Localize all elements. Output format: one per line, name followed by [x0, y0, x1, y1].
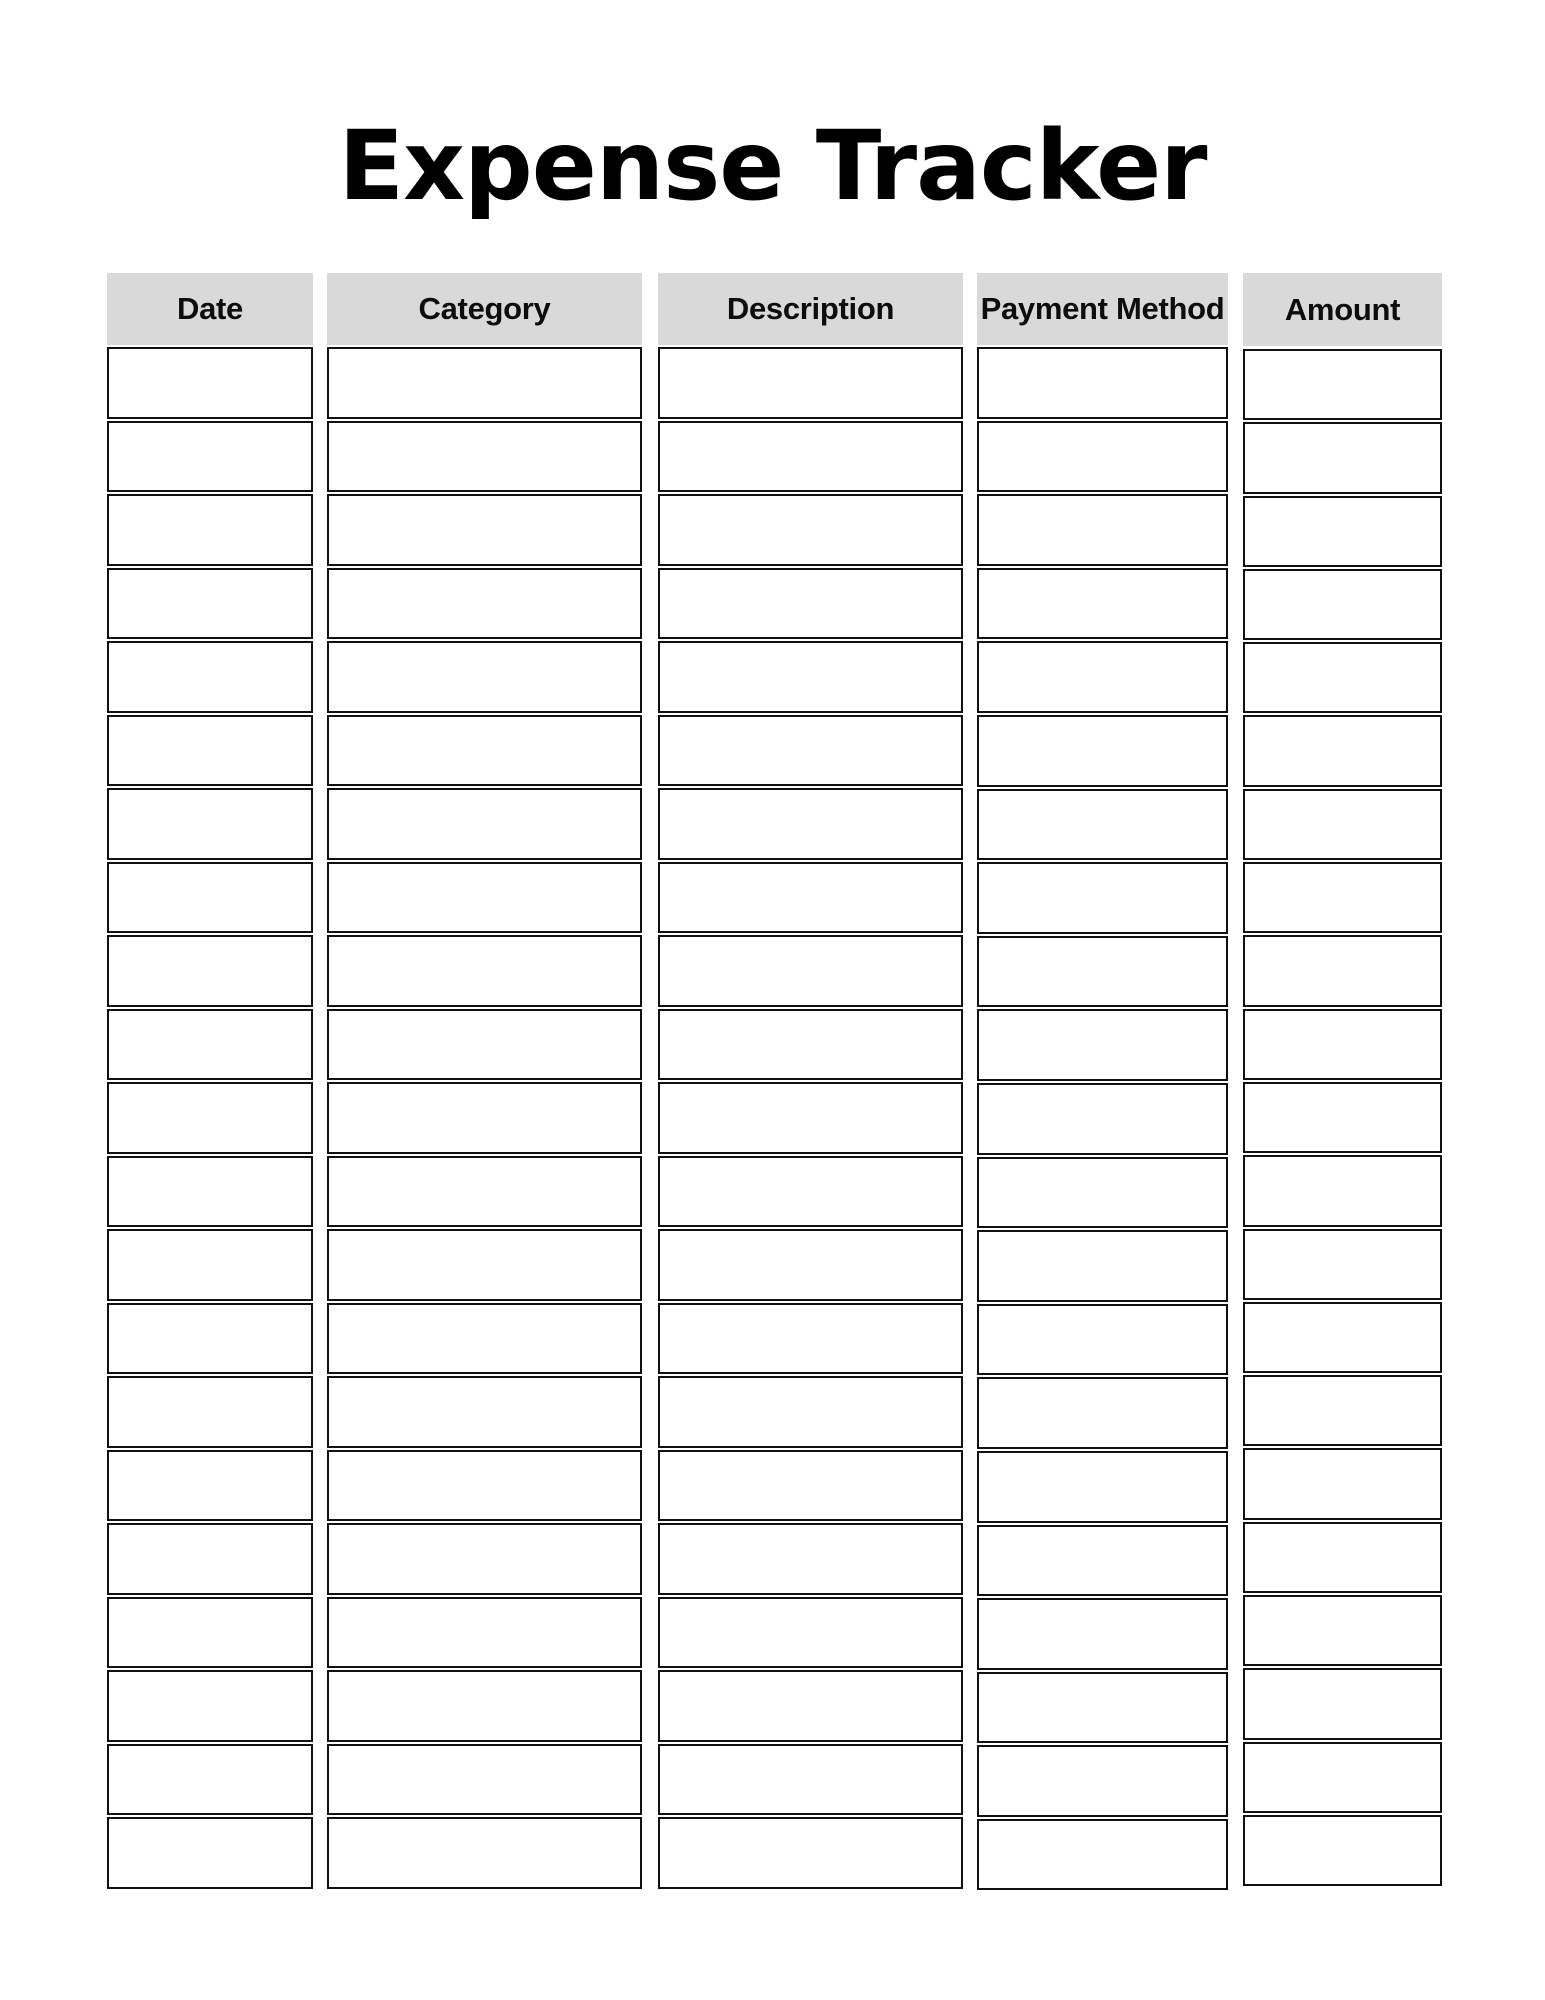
date-cell[interactable]: [107, 421, 313, 493]
description-cell[interactable]: [658, 788, 963, 860]
date-cells: [107, 347, 313, 1889]
amount-cells: [1243, 349, 1442, 1886]
payment-method-cell[interactable]: [977, 494, 1228, 566]
category-cell[interactable]: [327, 1670, 642, 1742]
category-cell[interactable]: [327, 1303, 642, 1375]
description-cell[interactable]: [658, 715, 963, 787]
date-cell[interactable]: [107, 862, 313, 934]
amount-cell[interactable]: [1243, 1155, 1442, 1226]
amount-cell[interactable]: [1243, 1742, 1442, 1813]
description-cell[interactable]: [658, 1523, 963, 1595]
date-cell[interactable]: [107, 1009, 313, 1081]
description-cell[interactable]: [658, 1156, 963, 1228]
date-cell[interactable]: [107, 935, 313, 1007]
category-cell[interactable]: [327, 1229, 642, 1301]
amount-cell[interactable]: [1243, 1668, 1442, 1739]
category-cell[interactable]: [327, 1156, 642, 1228]
payment-method-cell[interactable]: [977, 641, 1228, 713]
amount-cell[interactable]: [1243, 862, 1442, 933]
description-cell[interactable]: [658, 1229, 963, 1301]
column-payment-method: [977, 273, 1228, 1890]
column-date: [107, 273, 313, 1889]
payment-method-cell[interactable]: [977, 936, 1228, 1008]
description-cells: [658, 347, 963, 1889]
description-cell[interactable]: [658, 494, 963, 566]
category-cell[interactable]: [327, 641, 642, 713]
payment-method-cell[interactable]: [977, 1819, 1228, 1891]
column-description: [658, 273, 963, 1889]
category-cell[interactable]: [327, 1082, 642, 1154]
category-cell[interactable]: [327, 347, 642, 419]
description-cell[interactable]: [658, 1082, 963, 1154]
payment-method-cell[interactable]: [977, 1377, 1228, 1449]
category-cell[interactable]: [327, 568, 642, 640]
payment-method-cell[interactable]: [977, 862, 1228, 934]
date-cell[interactable]: [107, 788, 313, 860]
description-cell[interactable]: [658, 568, 963, 640]
description-cell[interactable]: [658, 862, 963, 934]
date-cell[interactable]: [107, 1597, 313, 1669]
date-cell[interactable]: [107, 1523, 313, 1595]
column-header-category: Category: [327, 273, 642, 345]
amount-cell[interactable]: [1243, 1448, 1442, 1519]
column-header-date: Date: [107, 273, 313, 345]
description-cell[interactable]: [658, 641, 963, 713]
date-cell[interactable]: [107, 1670, 313, 1742]
payment-method-cell[interactable]: [977, 1451, 1228, 1523]
payment-method-cell[interactable]: [977, 1009, 1228, 1081]
category-cells: [327, 347, 642, 1889]
date-cell[interactable]: [107, 347, 313, 419]
category-cell[interactable]: [327, 421, 642, 493]
date-cell[interactable]: [107, 494, 313, 566]
description-cell[interactable]: [658, 1009, 963, 1081]
date-cell[interactable]: [107, 1303, 313, 1375]
amount-cell[interactable]: [1243, 935, 1442, 1006]
amount-cell[interactable]: [1243, 496, 1442, 567]
category-cell[interactable]: [327, 1597, 642, 1669]
payment-method-cell[interactable]: [977, 1230, 1228, 1302]
payment-method-cell[interactable]: [977, 1157, 1228, 1229]
amount-cell[interactable]: [1243, 715, 1442, 786]
date-cell[interactable]: [107, 1229, 313, 1301]
date-cell[interactable]: [107, 1376, 313, 1448]
amount-cell[interactable]: [1243, 789, 1442, 860]
amount-cell[interactable]: [1243, 349, 1442, 420]
category-cell[interactable]: [327, 1744, 642, 1816]
payment-method-cell[interactable]: [977, 789, 1228, 861]
date-cell[interactable]: [107, 715, 313, 787]
amount-cell[interactable]: [1243, 1815, 1442, 1886]
description-cell[interactable]: [658, 421, 963, 493]
amount-cell[interactable]: [1243, 1595, 1442, 1666]
column-amount: [1243, 273, 1442, 1886]
payment-method-cell[interactable]: [977, 1598, 1228, 1670]
date-cell[interactable]: [107, 1744, 313, 1816]
category-cell[interactable]: [327, 1817, 642, 1889]
payment-method-cell[interactable]: [977, 1525, 1228, 1597]
column-category: [327, 273, 642, 1889]
date-cell[interactable]: [107, 1450, 313, 1522]
page-title: Expense Tracker: [338, 110, 1207, 222]
description-cell[interactable]: [658, 1597, 963, 1669]
amount-cell[interactable]: [1243, 569, 1442, 640]
category-cell[interactable]: [327, 862, 642, 934]
description-cell[interactable]: [658, 935, 963, 1007]
category-cell[interactable]: [327, 788, 642, 860]
category-cell[interactable]: [327, 1450, 642, 1522]
payment-method-cell[interactable]: [977, 347, 1228, 419]
payment-method-cell[interactable]: [977, 1672, 1228, 1744]
amount-cell[interactable]: [1243, 1009, 1442, 1080]
category-cell[interactable]: [327, 1523, 642, 1595]
category-cell[interactable]: [327, 1376, 642, 1448]
date-cell[interactable]: [107, 1082, 313, 1154]
date-cell[interactable]: [107, 568, 313, 640]
amount-cell[interactable]: [1243, 422, 1442, 493]
category-cell[interactable]: [327, 1009, 642, 1081]
amount-cell[interactable]: [1243, 1375, 1442, 1446]
description-cell[interactable]: [658, 1303, 963, 1375]
amount-cell[interactable]: [1243, 1229, 1442, 1300]
amount-cell[interactable]: [1243, 1302, 1442, 1373]
category-cell[interactable]: [327, 715, 642, 787]
description-cell[interactable]: [658, 1670, 963, 1742]
payment-method-cells: [977, 347, 1228, 1890]
amount-cell[interactable]: [1243, 1082, 1442, 1153]
amount-cell[interactable]: [1243, 1522, 1442, 1593]
payment-method-cell[interactable]: [977, 1745, 1228, 1817]
column-header-payment-method: Payment Method: [977, 273, 1228, 345]
payment-method-cell[interactable]: [977, 1083, 1228, 1155]
category-cell[interactable]: [327, 494, 642, 566]
description-cell[interactable]: [658, 347, 963, 419]
payment-method-cell[interactable]: [977, 1304, 1228, 1376]
category-cell[interactable]: [327, 935, 642, 1007]
date-cell[interactable]: [107, 641, 313, 713]
column-header-amount: Amount: [1243, 273, 1442, 346]
description-cell[interactable]: [658, 1817, 963, 1889]
date-cell[interactable]: [107, 1817, 313, 1889]
date-cell[interactable]: [107, 1156, 313, 1228]
column-header-description: Description: [658, 273, 963, 345]
description-cell[interactable]: [658, 1744, 963, 1816]
payment-method-cell[interactable]: [977, 568, 1228, 640]
payment-method-cell[interactable]: [977, 715, 1228, 787]
payment-method-cell[interactable]: [977, 421, 1228, 493]
description-cell[interactable]: [658, 1376, 963, 1448]
amount-cell[interactable]: [1243, 642, 1442, 713]
description-cell[interactable]: [658, 1450, 963, 1522]
